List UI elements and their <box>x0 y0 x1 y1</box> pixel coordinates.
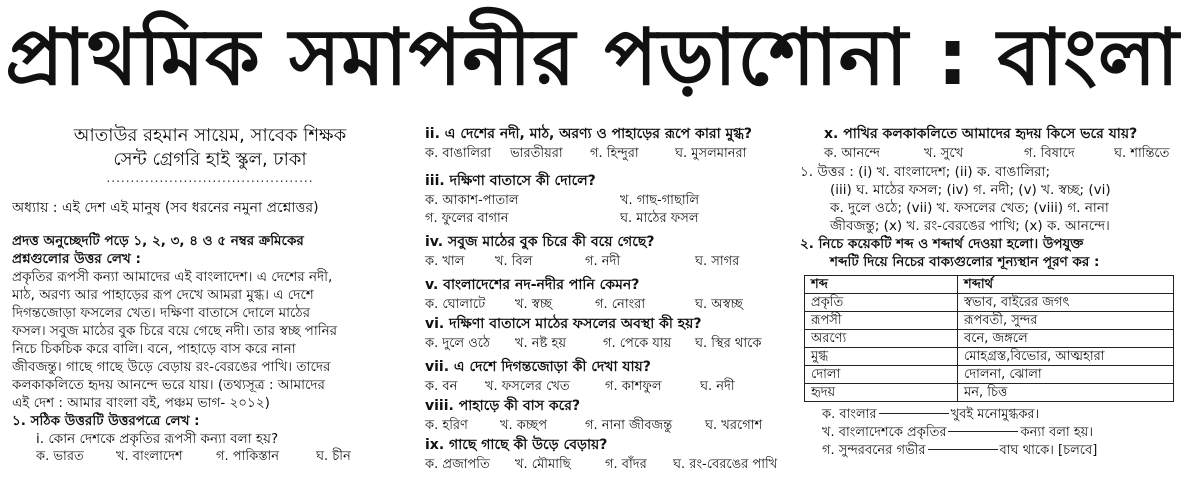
mcq-question: viii. পাহাড়ে কী বাস করে? <box>425 398 581 414</box>
mcq-option: ঘ. নদী <box>700 379 735 394</box>
mcq-option: গ. পাকিস্তান <box>216 449 280 464</box>
mcq-question: iii. দক্ষিণা বাতাসে কী দোলে? <box>425 173 596 189</box>
answer-line: (iii) ঘ. মাঠের ফসল; (iv) গ. নদী; (v) খ. স্বচ্ছ; (vi) <box>830 182 1111 198</box>
mcq-option: ঘ. চীন <box>316 449 351 464</box>
mcq-option: ক. প্রজাপতি <box>425 457 490 472</box>
mcq-options <box>425 378 785 396</box>
dotted-divider: ........................................... <box>106 171 314 185</box>
task-2-heading: ২. নিচে কয়েকটি শব্দ ও শব্দার্থ দেওয়া হলো। উপযুক্ত <box>800 236 1084 252</box>
answer-key <box>800 163 1180 235</box>
fill-blank-post: কন্যা বলা হয়। <box>1020 425 1093 440</box>
mcq-option: ক. আনন্দে <box>824 146 880 161</box>
column-right <box>800 124 1180 460</box>
mcq-option: ক. ঘোলাটে <box>425 297 486 312</box>
mcq-option: গ. নোংরা <box>595 297 646 312</box>
mcq-option: খ. গাছ-গাছালি <box>620 193 700 208</box>
table-cell: বনে, জঙ্গলে <box>958 330 1174 348</box>
instruction-line-1: প্রদত্ত অনুচ্ছেদটি পড়ে ১, ২, ৩, ৪ ও ৫ নম্বর ক্রমিকের <box>12 233 304 249</box>
table-cell: মোহগ্রস্ত,বিভোর, আত্মহারা <box>958 348 1174 366</box>
mcq-option: গ. বাঁদর <box>605 457 647 472</box>
table-header: শব্দার্থ <box>958 276 1174 294</box>
mcq-option: ক. ভারত <box>36 449 84 464</box>
table-cell: মুগ্ধ <box>805 348 958 366</box>
mcq-options <box>425 417 785 435</box>
mcq-option: খ. কচ্ছপ <box>500 418 548 433</box>
fill-blank-post: খুবই মনোমুগ্ধকর। <box>950 407 1040 422</box>
mcq-option: গ. নানা জীবজন্তু <box>585 418 673 433</box>
mcq-question: i. কোন দেশকে প্রকৃতির রূপসী কন্যা বলা হয়? <box>36 431 279 447</box>
fill-blank-pre: খ. বাংলাদেশকে প্রকৃতির <box>822 425 947 440</box>
blank-line <box>948 431 1018 432</box>
mcq-option: খ. সুখে <box>924 146 964 161</box>
mcq-options <box>800 145 1180 163</box>
mcq-option: গ. বিষাদে <box>1024 146 1075 161</box>
table-cell: স্বভাব, বাইরের জগৎ <box>958 294 1174 312</box>
answer-line: ১. উত্তর : (i) খ. বাংলাদেশ; (ii) ক. বাঙালিরা; <box>800 164 1051 180</box>
mcq-option: ক. হরিণ <box>425 418 468 433</box>
mcq-question: v. বাংলাদেশের নদ-নদীর পানি কেমন? <box>425 277 640 293</box>
table-row <box>805 384 1174 402</box>
column-left <box>12 124 408 466</box>
task-1-heading: ১. সঠিক উত্তরটি উত্তরপত্রে লেখ : <box>12 413 200 429</box>
mcq-options <box>425 296 785 314</box>
answer-line: ক. দুলে ওঠে; (vii) খ. ফসলের খেত; (viii) গ. নানা <box>830 200 1109 216</box>
mcq-option: ঘ. সাগর <box>695 254 740 269</box>
passage-line: ফসল। সবুজ মাঠের বুক চিরে বয়ে গেছে নদী। তার স্বচ্ছ পানির <box>12 323 338 339</box>
fill-blank-line <box>800 442 1180 460</box>
blank-line <box>928 449 998 450</box>
table-cell: অরণ্যে <box>805 330 958 348</box>
mcq-option: ঘ. রং-বেরঙের পাখি <box>673 457 778 472</box>
column-middle <box>425 124 785 474</box>
mcq-option: ভারতীয়রা <box>510 146 563 161</box>
mcq-question: vii. এ দেশে দিগন্তজোড়া কী দেখা যায়? <box>425 359 651 375</box>
mcq-option: গ. পেকে যায় <box>603 336 672 351</box>
mcq-options <box>425 192 785 210</box>
table-cell: হৃদয় <box>805 384 958 402</box>
table-row <box>805 330 1174 348</box>
mcq-option: খ. নষ্ট হয় <box>515 336 566 351</box>
mcq-option: ঘ. খরগোশ <box>705 418 763 433</box>
table-header: শব্দ <box>805 276 958 294</box>
mcq-options <box>425 145 785 163</box>
table-row <box>805 348 1174 366</box>
passage-line: দিগন্তজোড়া ফসলের খেত। দক্ষিণা বাতাসে দোলে মাঠের <box>12 305 311 321</box>
passage-line: এই দেশ : আমার বাংলা বই, পঞ্চম ভাগ- ২০১২) <box>12 395 270 411</box>
mcq-option: ক. বন <box>425 379 458 394</box>
passage-line: জীবজন্তু। গাছে গাছে উড়ে বেড়ায় রং-বেরঙের পাখি। তাদের <box>12 359 331 375</box>
mcq-options <box>425 456 785 474</box>
table-cell: রূপসী <box>805 312 958 330</box>
table-cell: মন, চিত্ত <box>958 384 1174 402</box>
page-title: প্রাথমিক সমাপনীর পড়াশোনা : বাংলা <box>5 13 1180 103</box>
mcq-options <box>425 210 785 228</box>
mcq-options <box>425 335 785 353</box>
instruction-line-2: প্রশ্নগুলোর উত্তর লেখ : <box>12 251 141 267</box>
author-line-1: আতাউর রহমান সায়েম, সাবেক শিক্ষক <box>73 125 347 146</box>
mcq-options <box>425 253 785 271</box>
mcq-option: খ. স্বচ্ছ <box>515 297 553 312</box>
mcq-option: ক. আকাশ-পাতাল <box>425 193 519 208</box>
chapter-heading: অধ্যায় : এই দেশ এই মানুষ (সব ধরনের নমুনা প্রশ্নোত্তর) <box>12 200 319 216</box>
mcq-option: গ. নদী <box>585 254 621 269</box>
author-line-2: সেন্ট গ্রেগরি হাই স্কুল, ঢাকা <box>113 149 307 170</box>
table-cell: দোলনা, ঝোলা <box>958 366 1174 384</box>
mcq-option: ঘ. মাঠের ফসল <box>620 211 699 226</box>
mcq-option: খ. ফসলের খেত <box>485 379 570 394</box>
passage-line: কলকাকলিতে হৃদয় আনন্দে ভরে যায়। (তথ্যসূত্র : আমাদের <box>12 377 325 393</box>
blank-line <box>879 413 949 414</box>
table-row <box>805 366 1174 384</box>
word-meaning-table <box>804 275 1174 402</box>
fill-blank-pre: গ. সুন্দরবনের গভীর <box>822 443 926 458</box>
mcq-question: x. পাখির কলকাকলিতে আমাদের হৃদয় কিসে ভরে যায়? <box>824 126 1138 142</box>
mcq-option: ঘ. স্থির থাকে <box>695 336 762 351</box>
passage <box>12 268 408 412</box>
mcq-option: খ. বিল <box>495 254 533 269</box>
mcq-option: খ. বাংলাদেশ <box>116 449 183 464</box>
answer-line: জীবজন্তু; (x) খ. রং-বেরঙের পাখি; (x) ক. আনন্দে। <box>830 218 1110 234</box>
table-header-row <box>805 276 1174 294</box>
mcq-option: ঘ. শান্তিতে <box>1114 146 1170 161</box>
mcq-option: গ. কাশফুল <box>605 379 662 394</box>
mcq-option: ক. খাল <box>425 254 465 269</box>
table-row <box>805 294 1174 312</box>
table-cell: প্রকৃতি <box>805 294 958 312</box>
mcq-option: ক. দুলে ওঠে <box>425 336 490 351</box>
table-row <box>805 312 1174 330</box>
mcq-question: iv. সবুজ মাঠের বুক চিরে কী বয়ে গেছে? <box>425 234 655 250</box>
mcq-option: খ. মৌমাছি <box>515 457 571 472</box>
mcq-option: গ. হিন্দুরা <box>590 146 639 161</box>
mcq-question: ii. এ দেশের নদী, মাঠ, অরণ্য ও পাহাড়ের রূপে কারা মুগ্ধ? <box>425 126 753 142</box>
mcq-options <box>12 448 408 466</box>
fill-blank-pre: ক. বাংলার <box>822 407 877 422</box>
fill-blank-line <box>800 424 1180 442</box>
passage-line: মাঠ, অরণ্য আর পাহাড়ের রূপ দেখে আমরা মুগ্ধ। এ দেশে <box>12 287 314 303</box>
mcq-question: vi. দক্ষিণা বাতাসে মাঠের ফসলের অবস্থা কী হয়? <box>425 316 702 332</box>
passage-line: প্রকৃতির রূপসী কন্যা আমাদের এই বাংলাদেশ। এ দেশের নদী, <box>12 269 333 285</box>
fill-blank-line <box>800 406 1180 424</box>
mcq-option: ঘ. মুসলমানরা <box>675 146 747 161</box>
mcq-option: ক. বাঙালিরা <box>425 146 491 161</box>
mcq-option: গ. ফুলের বাগান <box>425 211 509 226</box>
table-cell: দোলা <box>805 366 958 384</box>
fill-blank-post: বাঘ থাকে। [চলবে] <box>999 443 1098 458</box>
task-2-heading-cont: শব্দটি দিয়ে নিচের বাক্যগুলোর শূন্যস্থান পূরণ কর : <box>830 254 1100 270</box>
mcq-option: ঘ. অস্বচ্ছ <box>695 297 743 312</box>
mcq-question: ix. গাছে গাছে কী উড়ে বেড়ায়? <box>425 437 608 453</box>
table-cell: রূপবতী, সুন্দর <box>958 312 1174 330</box>
passage-line: নিচে চিকচিক করে বালি। বনে, পাহাড়ে বাস করে নানা <box>12 341 296 357</box>
